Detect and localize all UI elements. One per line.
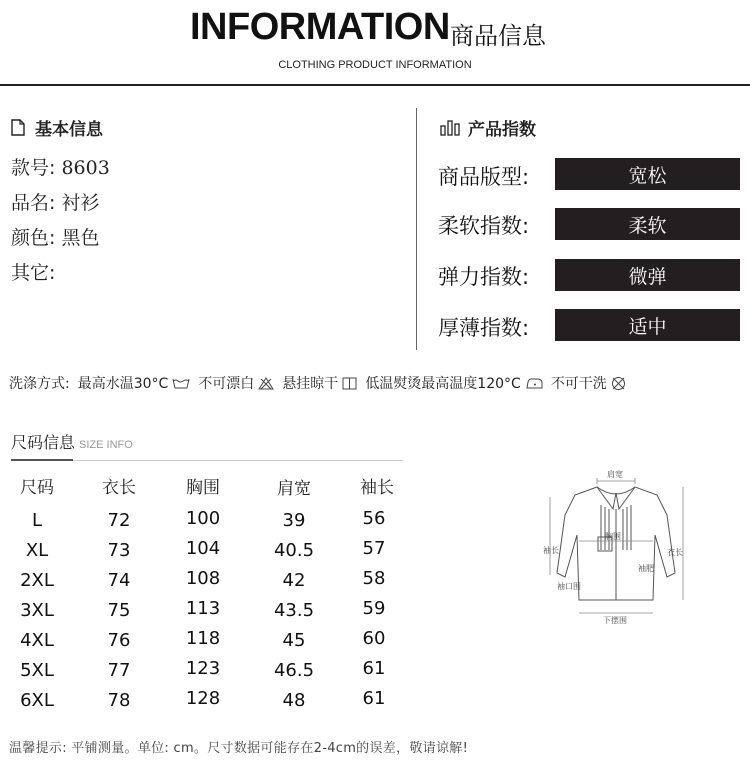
index-label-fit: 商品版型:	[438, 165, 530, 189]
wash-item-text: 低温熨烫最高温度120°C	[365, 376, 521, 392]
table-cell: 45	[282, 630, 306, 651]
table-cell: 104	[185, 538, 221, 559]
col-header-sleeve: 袖长	[360, 478, 394, 498]
basic-info-title: 基本信息	[35, 120, 103, 140]
no-dryclean-icon	[611, 376, 626, 391]
basic-label: 颜色:	[11, 227, 56, 249]
measurement-note: 温馨提示: 平铺测量。单位: cm。尺寸数据可能存在2-4cm的误差，敬请谅解!	[9, 741, 469, 756]
index-value-softness: 柔软	[555, 208, 740, 240]
wash-item-text: 不可干洗	[550, 376, 607, 392]
hang-dry-icon	[342, 377, 357, 390]
label-cuff: 袖口围	[557, 582, 581, 591]
label-sleeve-width: 袖肥	[638, 564, 654, 573]
basic-row-style	[11, 153, 110, 180]
table-cell: 72	[107, 510, 131, 531]
table-cell: 43.5	[273, 600, 315, 621]
table-cell: 4XL	[20, 630, 54, 651]
table-cell: 59	[362, 598, 386, 619]
wash-30-icon	[172, 377, 190, 389]
bar-chart-icon	[440, 120, 460, 136]
col-header-length: 衣长	[102, 478, 136, 498]
title-cn: 商品信息	[450, 22, 546, 50]
basic-value: 黑色	[61, 227, 100, 249]
index-label-thickness: 厚薄指数:	[438, 316, 530, 340]
label-length: 衣长	[667, 548, 683, 557]
col-header-size: 尺码	[20, 478, 54, 498]
basic-info-heading	[11, 115, 103, 140]
size-info-title: 尺码信息	[11, 433, 76, 452]
table-cell: 75	[107, 600, 131, 621]
product-index-title: 产品指数	[468, 120, 536, 140]
basic-row-color	[11, 223, 99, 250]
label-chest: 胸围	[605, 532, 621, 541]
table-cell: 56	[362, 508, 386, 529]
table-cell: 113	[185, 598, 221, 619]
table-cell: 58	[362, 568, 386, 589]
table-cell: 118	[185, 628, 221, 649]
title-en: INFORMATION	[190, 6, 450, 48]
index-value-fit: 宽松	[555, 158, 740, 190]
table-cell: 40.5	[273, 540, 315, 561]
size-heading-rule	[73, 460, 403, 461]
table-cell: 78	[107, 690, 131, 711]
subtitle: CLOTHING PRODUCT INFORMATION	[278, 59, 472, 71]
table-cell: 128	[185, 688, 221, 709]
no-bleach-icon	[258, 377, 274, 390]
label-sleeve: 袖长	[543, 546, 559, 555]
table-cell: 74	[107, 570, 131, 591]
wash-item-text: 悬挂晾干	[282, 376, 339, 392]
table-cell: 46.5	[273, 660, 315, 681]
table-cell: 6XL	[20, 690, 54, 711]
wash-item-text: 不可漂白	[198, 376, 255, 392]
basic-label: 款号:	[11, 157, 56, 179]
col-header-shoulder: 肩宽	[277, 479, 311, 499]
size-heading-underline	[11, 459, 73, 461]
index-value-thickness: 适中	[555, 309, 740, 341]
size-info-title-en: SIZE INFO	[79, 439, 133, 451]
table-cell: L	[31, 510, 43, 531]
table-cell: 2XL	[20, 570, 54, 591]
wash-label: 洗涤方式:	[9, 376, 70, 392]
basic-row-name	[11, 188, 99, 215]
basic-value: 衬衫	[61, 192, 100, 214]
table-cell: 5XL	[20, 660, 54, 681]
table-cell: 57	[362, 538, 386, 559]
basic-value: 8603	[61, 157, 110, 179]
iron-low-icon	[525, 377, 543, 389]
table-cell: 77	[107, 660, 131, 681]
col-header-chest: 胸围	[186, 478, 220, 498]
label-hem: 下摆围	[603, 616, 627, 625]
vertical-divider	[416, 108, 417, 350]
table-cell: 60	[362, 628, 386, 649]
label-shoulder: 肩宽	[607, 470, 623, 479]
shirt-measurement-diagram	[535, 465, 705, 630]
table-cell: 61	[362, 658, 386, 679]
table-cell: 42	[282, 570, 306, 591]
header-divider	[0, 84, 750, 86]
table-cell: 123	[185, 658, 221, 679]
basic-label: 品名:	[11, 192, 56, 214]
index-value-elasticity: 微弹	[555, 259, 740, 291]
table-cell: 48	[282, 690, 306, 711]
washing-instructions	[9, 373, 626, 393]
table-cell: 108	[185, 568, 221, 589]
table-cell: 73	[107, 540, 131, 561]
basic-row-other	[11, 258, 55, 285]
product-index-heading	[440, 115, 536, 140]
index-label-elasticity: 弹力指数:	[438, 265, 530, 289]
table-cell: 3XL	[20, 600, 54, 621]
basic-label: 其它:	[11, 262, 56, 284]
size-info-heading	[11, 430, 133, 453]
table-cell: 39	[282, 510, 306, 531]
index-label-softness: 柔软指数:	[438, 214, 530, 238]
table-cell: 100	[185, 508, 221, 529]
table-cell: 76	[107, 630, 131, 651]
wash-item-text: 最高水温30°C	[77, 376, 169, 392]
table-cell: XL	[25, 540, 49, 561]
document-icon	[11, 119, 25, 136]
table-cell: 61	[362, 688, 386, 709]
